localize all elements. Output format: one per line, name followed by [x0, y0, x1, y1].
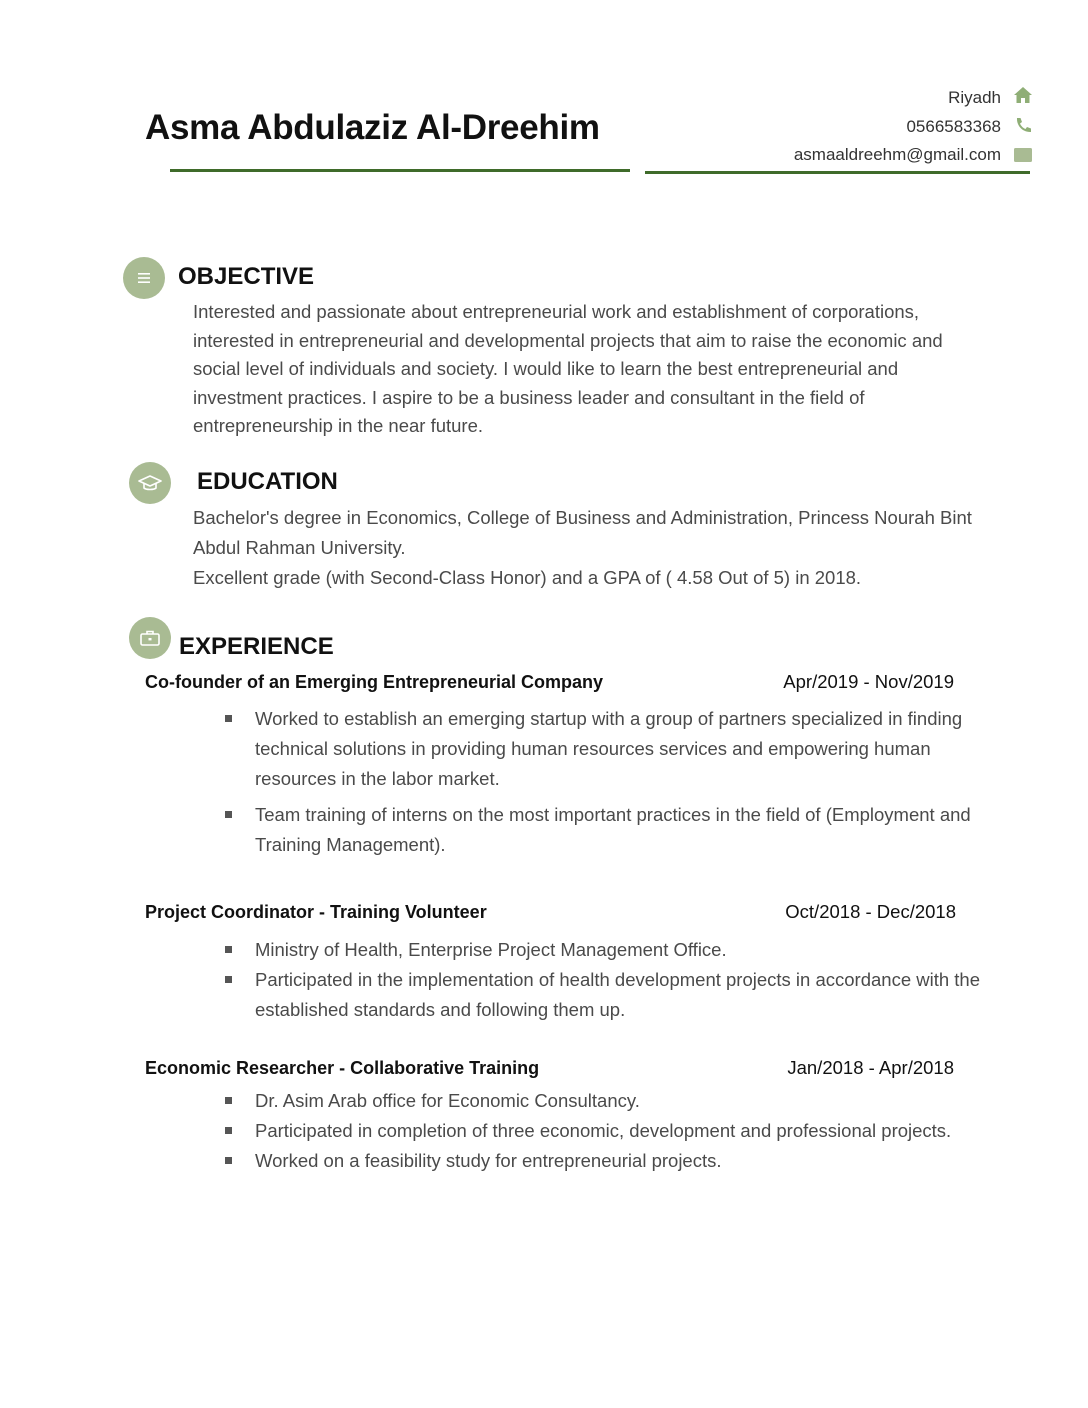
bullet-item — [255, 704, 990, 794]
objective-heading: OBJECTIVE — [178, 263, 315, 290]
bullet-item — [255, 935, 990, 965]
home-icon — [1013, 86, 1033, 104]
bullet-item — [255, 800, 990, 860]
education-degree: Bachelor's degree in Economics, College of Business and Administration, Princess Nourah Bint Abdul Rahman University. — [193, 507, 972, 558]
education-heading: EDUCATION — [197, 468, 338, 495]
job-bullets — [255, 704, 990, 860]
bullet-item — [255, 1086, 990, 1116]
bullet-square — [225, 1157, 232, 1164]
bullet-text: Ministry of Health, Enterprise Project Management Office. — [255, 939, 727, 960]
bullet-square — [225, 811, 232, 818]
job-title: Project Coordinator - Training Volunteer — [145, 902, 487, 922]
job-bullets — [255, 935, 990, 1025]
envelope-icon — [1013, 146, 1033, 164]
job-bullets — [255, 1086, 990, 1176]
bullet-square — [225, 1097, 232, 1104]
bullet-square — [225, 1127, 232, 1134]
job-title: Economic Researcher - Collaborative Training — [145, 1058, 540, 1078]
bullet-text: Worked to establish an emerging startup with a group of partners specialized in finding technical solutions in providing human resources services and empowering human resources in the labor market. — [255, 708, 963, 789]
job-dates: Jan/2018 - Apr/2018 — [787, 1057, 954, 1078]
contact-city: Riyadh — [948, 88, 1001, 107]
phone-icon — [1013, 116, 1033, 134]
bullet-text: Worked on a feasibility study for entrepreneurial projects. — [255, 1150, 722, 1171]
bullet-item — [255, 965, 990, 1025]
bullet-text: Team training of interns on the most important practices in the field of (Employment and Training Management). — [255, 804, 971, 855]
candidate-name: Asma Abdulaziz Al-Dreehim — [145, 108, 600, 147]
bullet-text: Dr. Asim Arab office for Economic Consultancy. — [255, 1090, 640, 1111]
briefcase-icon — [129, 617, 171, 659]
job-dates: Oct/2018 - Dec/2018 — [785, 901, 956, 922]
contact-phone: 0566583368 — [906, 117, 1001, 136]
header-rule-right — [645, 171, 1030, 174]
education-block — [193, 503, 983, 593]
bullet-square — [225, 715, 232, 722]
contact-email[interactable]: asmaaldreehm@gmail.com — [793, 145, 1001, 164]
graduation-cap-icon — [129, 462, 171, 504]
bullet-square — [225, 976, 232, 983]
bullet-item — [255, 1146, 990, 1176]
bullet-text: Participated in the implementation of health development projects in accordance with the established standards and following them up. — [255, 969, 981, 1020]
job-dates: Apr/2019 - Nov/2019 — [783, 671, 954, 692]
bullet-text: Participated in completion of three economic, development and professional projects. — [255, 1120, 952, 1141]
education-grade: Excellent grade (with Second-Class Honor) and a GPA of ( 4.58 Out of 5) in 2018. — [193, 567, 862, 588]
header-rule-left — [170, 169, 630, 172]
objective-text: Interested and passionate about entrepreneurial work and establishment of corporations, interested in entrepreneurial and developmental projects that aim to raise the economic and social level of individuals and society. I would like to learn the best entrepreneurial and investment practices. I aspire to be a business leader and consultant in the field of entrepreneurship in the near future. — [193, 301, 943, 436]
experience-heading: EXPERIENCE — [179, 633, 334, 660]
list-icon — [123, 257, 165, 299]
job-title: Co-founder of an Emerging Entrepreneurial Company — [145, 672, 604, 692]
bullet-item — [255, 1116, 990, 1146]
bullet-square — [225, 946, 232, 953]
